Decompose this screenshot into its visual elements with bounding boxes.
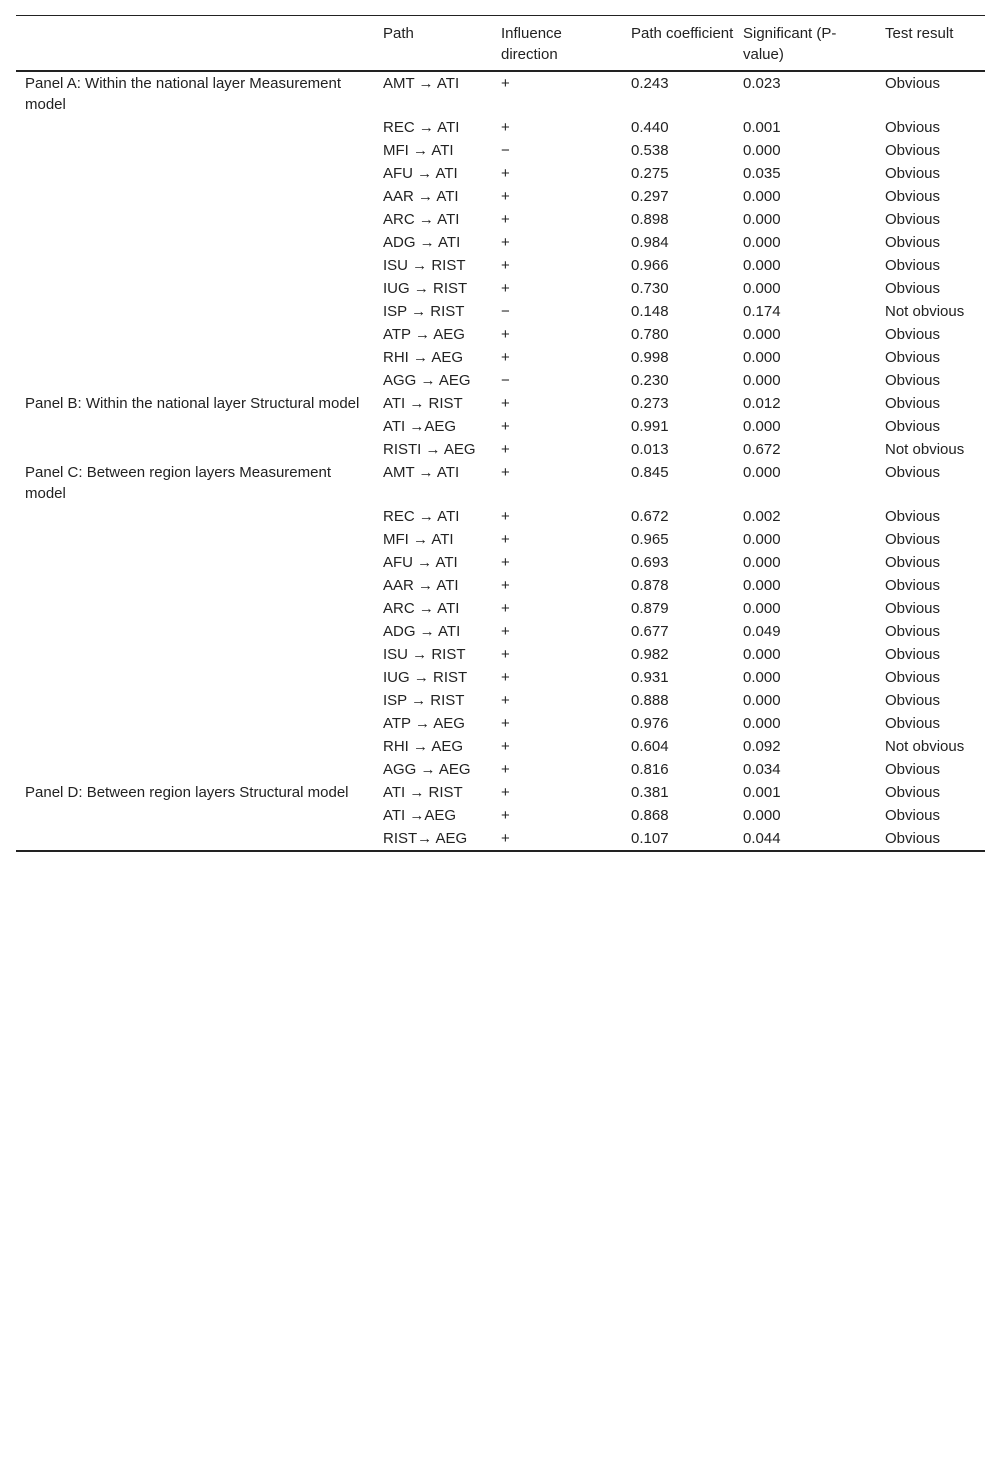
panel-cell: Panel B: Within the national layer Structural model bbox=[25, 395, 360, 412]
test-result-cell: Obvious bbox=[885, 280, 941, 297]
p-value-cell: 0.000 bbox=[743, 142, 781, 159]
path-cell: AMT → ATI bbox=[383, 75, 460, 92]
test-result-cell: Obvious bbox=[885, 669, 941, 686]
p-value-cell: 0.000 bbox=[743, 464, 781, 481]
panel-cell: Panel A: Within the national layer Measurement model bbox=[25, 75, 342, 113]
table-row bbox=[16, 461, 985, 505]
coefficient-cell: 0.273 bbox=[631, 395, 669, 412]
coefficient-cell: 0.878 bbox=[631, 577, 669, 594]
panel-cell bbox=[16, 346, 374, 369]
table-container bbox=[16, 15, 985, 852]
direction-cell: + bbox=[501, 418, 510, 435]
path-cell: RHI → AEG bbox=[383, 738, 464, 755]
path-cell: MFI → ATI bbox=[383, 142, 454, 159]
panel-cell bbox=[16, 712, 374, 735]
table-row bbox=[16, 139, 985, 162]
test-result-cell: Obvious bbox=[885, 531, 941, 548]
p-value-cell: 0.000 bbox=[743, 715, 781, 732]
coefficient-cell: 0.966 bbox=[631, 257, 669, 274]
table-row bbox=[16, 712, 985, 735]
panel-cell bbox=[16, 254, 374, 277]
panel-cell bbox=[16, 277, 374, 300]
path-cell: AMT → ATI bbox=[383, 464, 460, 481]
path-cell: ATI →AEG bbox=[383, 807, 457, 824]
table-body bbox=[16, 71, 985, 851]
table-row bbox=[16, 415, 985, 438]
p-value-cell: 0.000 bbox=[743, 669, 781, 686]
coefficient-cell: 0.845 bbox=[631, 464, 669, 481]
direction-cell: + bbox=[501, 326, 510, 343]
coefficient-cell: 0.998 bbox=[631, 349, 669, 366]
direction-cell: + bbox=[501, 715, 510, 732]
test-result-cell: Obvious bbox=[885, 600, 941, 617]
path-cell: ISP → RIST bbox=[383, 303, 465, 320]
path-test-table bbox=[16, 15, 985, 852]
test-result-cell: Obvious bbox=[885, 119, 941, 136]
coefficient-cell: 0.730 bbox=[631, 280, 669, 297]
direction-cell: + bbox=[501, 692, 510, 709]
header-path-coefficient: Path coefficient bbox=[631, 25, 734, 42]
direction-cell: + bbox=[501, 600, 510, 617]
coefficient-cell: 0.976 bbox=[631, 715, 669, 732]
panel-cell bbox=[16, 643, 374, 666]
coefficient-cell: 0.868 bbox=[631, 807, 669, 824]
p-value-cell: 0.000 bbox=[743, 646, 781, 663]
path-cell: ARC → ATI bbox=[383, 211, 460, 228]
table-row bbox=[16, 689, 985, 712]
p-value-cell: 0.000 bbox=[743, 234, 781, 251]
test-result-cell: Obvious bbox=[885, 372, 941, 389]
p-value-cell: 0.000 bbox=[743, 807, 781, 824]
direction-cell: + bbox=[501, 623, 510, 640]
path-cell: ISU → RIST bbox=[383, 257, 466, 274]
path-cell: ATI → RIST bbox=[383, 784, 463, 801]
direction-cell: + bbox=[501, 441, 510, 458]
test-result-cell: Obvious bbox=[885, 784, 941, 801]
table-row bbox=[16, 528, 985, 551]
coefficient-cell: 0.538 bbox=[631, 142, 669, 159]
test-result-cell: Obvious bbox=[885, 211, 941, 228]
p-value-cell: 0.034 bbox=[743, 761, 781, 778]
direction-cell: + bbox=[501, 211, 510, 228]
direction-cell: + bbox=[501, 738, 510, 755]
panel-cell: Panel D: Between region layers Structural model bbox=[25, 784, 349, 801]
p-value-cell: 0.000 bbox=[743, 418, 781, 435]
test-result-cell: Obvious bbox=[885, 257, 941, 274]
coefficient-cell: 0.677 bbox=[631, 623, 669, 640]
panel-cell bbox=[16, 804, 374, 827]
header-significance: Significant (P-value) bbox=[743, 25, 837, 63]
path-cell: REC → ATI bbox=[383, 508, 460, 525]
panel-cell bbox=[16, 574, 374, 597]
test-result-cell: Not obvious bbox=[885, 441, 965, 458]
direction-cell: + bbox=[501, 464, 510, 481]
test-result-cell: Obvious bbox=[885, 830, 941, 847]
test-result-cell: Not obvious bbox=[885, 738, 965, 755]
test-result-cell: Obvious bbox=[885, 75, 941, 92]
p-value-cell: 0.000 bbox=[743, 326, 781, 343]
coefficient-cell: 0.693 bbox=[631, 554, 669, 571]
direction-cell: + bbox=[501, 508, 510, 525]
direction-cell: + bbox=[501, 119, 510, 136]
direction-cell: + bbox=[501, 577, 510, 594]
table-row bbox=[16, 643, 985, 666]
path-cell: RISTI → AEG bbox=[383, 441, 476, 458]
test-result-cell: Obvious bbox=[885, 464, 941, 481]
header-path: Path bbox=[383, 25, 414, 42]
p-value-cell: 0.000 bbox=[743, 349, 781, 366]
table-row bbox=[16, 666, 985, 689]
p-value-cell: 0.001 bbox=[743, 784, 781, 801]
p-value-cell: 0.000 bbox=[743, 188, 781, 205]
table-header bbox=[16, 16, 985, 72]
p-value-cell: 0.000 bbox=[743, 577, 781, 594]
direction-cell: + bbox=[501, 280, 510, 297]
p-value-cell: 0.000 bbox=[743, 692, 781, 709]
table-row bbox=[16, 116, 985, 139]
test-result-cell: Obvious bbox=[885, 761, 941, 778]
panel-cell bbox=[16, 689, 374, 712]
table-row bbox=[16, 346, 985, 369]
test-result-cell: Obvious bbox=[885, 395, 941, 412]
test-result-cell: Obvious bbox=[885, 715, 941, 732]
p-value-cell: 0.001 bbox=[743, 119, 781, 136]
path-cell: ADG → ATI bbox=[383, 234, 461, 251]
coefficient-cell: 0.982 bbox=[631, 646, 669, 663]
panel-cell bbox=[16, 323, 374, 346]
table-row bbox=[16, 300, 985, 323]
p-value-cell: 0.044 bbox=[743, 830, 781, 847]
table-row bbox=[16, 505, 985, 528]
path-cell: ISP → RIST bbox=[383, 692, 465, 709]
direction-cell: + bbox=[501, 669, 510, 686]
panel-cell bbox=[16, 208, 374, 231]
p-value-cell: 0.049 bbox=[743, 623, 781, 640]
panel-cell bbox=[16, 162, 374, 185]
p-value-cell: 0.023 bbox=[743, 75, 781, 92]
test-result-cell: Obvious bbox=[885, 234, 941, 251]
panel-cell bbox=[16, 551, 374, 574]
direction-cell: − bbox=[501, 372, 510, 389]
coefficient-cell: 0.013 bbox=[631, 441, 669, 458]
direction-cell: + bbox=[501, 257, 510, 274]
test-result-cell: Obvious bbox=[885, 692, 941, 709]
test-result-cell: Obvious bbox=[885, 418, 941, 435]
test-result-cell: Obvious bbox=[885, 188, 941, 205]
direction-cell: + bbox=[501, 646, 510, 663]
coefficient-cell: 0.984 bbox=[631, 234, 669, 251]
p-value-cell: 0.174 bbox=[743, 303, 781, 320]
table-row bbox=[16, 438, 985, 461]
panel-cell bbox=[16, 505, 374, 528]
p-value-cell: 0.000 bbox=[743, 554, 781, 571]
p-value-cell: 0.002 bbox=[743, 508, 781, 525]
direction-cell: + bbox=[501, 349, 510, 366]
table-row bbox=[16, 574, 985, 597]
table-row bbox=[16, 735, 985, 758]
direction-cell: + bbox=[501, 75, 510, 92]
panel-cell bbox=[16, 139, 374, 162]
test-result-cell: Obvious bbox=[885, 508, 941, 525]
path-cell: AGG → AEG bbox=[383, 372, 471, 389]
table-row bbox=[16, 758, 985, 781]
header-panel bbox=[16, 16, 374, 72]
path-cell: ATP → AEG bbox=[383, 326, 465, 343]
table-row bbox=[16, 827, 985, 851]
coefficient-cell: 0.780 bbox=[631, 326, 669, 343]
coefficient-cell: 0.816 bbox=[631, 761, 669, 778]
test-result-cell: Obvious bbox=[885, 349, 941, 366]
panel-cell bbox=[16, 827, 374, 851]
panel-cell bbox=[16, 369, 374, 392]
coefficient-cell: 0.230 bbox=[631, 372, 669, 389]
direction-cell: + bbox=[501, 784, 510, 801]
coefficient-cell: 0.604 bbox=[631, 738, 669, 755]
path-cell: RIST→ AEG bbox=[383, 830, 468, 847]
p-value-cell: 0.000 bbox=[743, 257, 781, 274]
test-result-cell: Not obvious bbox=[885, 303, 965, 320]
p-value-cell: 0.092 bbox=[743, 738, 781, 755]
coefficient-cell: 0.243 bbox=[631, 75, 669, 92]
panel-cell bbox=[16, 620, 374, 643]
direction-cell: − bbox=[501, 303, 510, 320]
panel-cell bbox=[16, 758, 374, 781]
test-result-cell: Obvious bbox=[885, 646, 941, 663]
table-row bbox=[16, 781, 985, 804]
table-row bbox=[16, 620, 985, 643]
coefficient-cell: 0.898 bbox=[631, 211, 669, 228]
table-row bbox=[16, 185, 985, 208]
path-cell: ARC → ATI bbox=[383, 600, 460, 617]
path-cell: ADG → ATI bbox=[383, 623, 461, 640]
test-result-cell: Obvious bbox=[885, 142, 941, 159]
p-value-cell: 0.000 bbox=[743, 600, 781, 617]
p-value-cell: 0.000 bbox=[743, 211, 781, 228]
coefficient-cell: 0.965 bbox=[631, 531, 669, 548]
path-cell: RHI → AEG bbox=[383, 349, 464, 366]
header-test-result: Test result bbox=[885, 25, 954, 42]
coefficient-cell: 0.991 bbox=[631, 418, 669, 435]
panel-cell bbox=[16, 231, 374, 254]
test-result-cell: Obvious bbox=[885, 326, 941, 343]
direction-cell: + bbox=[501, 395, 510, 412]
test-result-cell: Obvious bbox=[885, 623, 941, 640]
table-row bbox=[16, 254, 985, 277]
path-cell: AGG → AEG bbox=[383, 761, 471, 778]
coefficient-cell: 0.888 bbox=[631, 692, 669, 709]
direction-cell: + bbox=[501, 807, 510, 824]
path-cell: ISU → RIST bbox=[383, 646, 466, 663]
test-result-cell: Obvious bbox=[885, 577, 941, 594]
direction-cell: + bbox=[501, 531, 510, 548]
coefficient-cell: 0.672 bbox=[631, 508, 669, 525]
path-cell: ATP → AEG bbox=[383, 715, 465, 732]
direction-cell: + bbox=[501, 234, 510, 251]
p-value-cell: 0.035 bbox=[743, 165, 781, 182]
panel-cell bbox=[16, 597, 374, 620]
path-cell: MFI → ATI bbox=[383, 531, 454, 548]
p-value-cell: 0.012 bbox=[743, 395, 781, 412]
panel-cell bbox=[16, 415, 374, 438]
header-row bbox=[16, 16, 985, 72]
coefficient-cell: 0.381 bbox=[631, 784, 669, 801]
coefficient-cell: 0.297 bbox=[631, 188, 669, 205]
p-value-cell: 0.000 bbox=[743, 531, 781, 548]
panel-cell bbox=[16, 666, 374, 689]
coefficient-cell: 0.107 bbox=[631, 830, 669, 847]
table-row bbox=[16, 392, 985, 415]
panel-cell bbox=[16, 300, 374, 323]
panel-cell: Panel C: Between region layers Measurement model bbox=[25, 464, 331, 502]
path-cell: IUG → RIST bbox=[383, 669, 468, 686]
direction-cell: + bbox=[501, 165, 510, 182]
test-result-cell: Obvious bbox=[885, 554, 941, 571]
table-row bbox=[16, 551, 985, 574]
coefficient-cell: 0.148 bbox=[631, 303, 669, 320]
path-cell: AAR → ATI bbox=[383, 577, 459, 594]
p-value-cell: 0.672 bbox=[743, 441, 781, 458]
coefficient-cell: 0.931 bbox=[631, 669, 669, 686]
coefficient-cell: 0.275 bbox=[631, 165, 669, 182]
direction-cell: + bbox=[501, 188, 510, 205]
direction-cell: + bbox=[501, 761, 510, 778]
table-row bbox=[16, 323, 985, 346]
panel-cell bbox=[16, 438, 374, 461]
header-influence-direction: Influence direction bbox=[501, 25, 562, 63]
table-row bbox=[16, 277, 985, 300]
path-cell: AFU → ATI bbox=[383, 165, 458, 182]
path-cell: IUG → RIST bbox=[383, 280, 468, 297]
table-row bbox=[16, 804, 985, 827]
panel-cell bbox=[16, 185, 374, 208]
coefficient-cell: 0.879 bbox=[631, 600, 669, 617]
path-cell: AAR → ATI bbox=[383, 188, 459, 205]
path-cell: REC → ATI bbox=[383, 119, 460, 136]
table-row bbox=[16, 208, 985, 231]
path-cell: ATI → RIST bbox=[383, 395, 463, 412]
p-value-cell: 0.000 bbox=[743, 372, 781, 389]
table-row bbox=[16, 71, 985, 116]
p-value-cell: 0.000 bbox=[743, 280, 781, 297]
test-result-cell: Obvious bbox=[885, 807, 941, 824]
test-result-cell: Obvious bbox=[885, 165, 941, 182]
table-row bbox=[16, 369, 985, 392]
table-row bbox=[16, 162, 985, 185]
direction-cell: + bbox=[501, 830, 510, 847]
panel-cell bbox=[16, 735, 374, 758]
direction-cell: + bbox=[501, 554, 510, 571]
direction-cell: − bbox=[501, 142, 510, 159]
panel-cell bbox=[16, 116, 374, 139]
path-cell: AFU → ATI bbox=[383, 554, 458, 571]
coefficient-cell: 0.440 bbox=[631, 119, 669, 136]
path-cell: ATI →AEG bbox=[383, 418, 457, 435]
table-row bbox=[16, 231, 985, 254]
panel-cell bbox=[16, 528, 374, 551]
table-row bbox=[16, 597, 985, 620]
